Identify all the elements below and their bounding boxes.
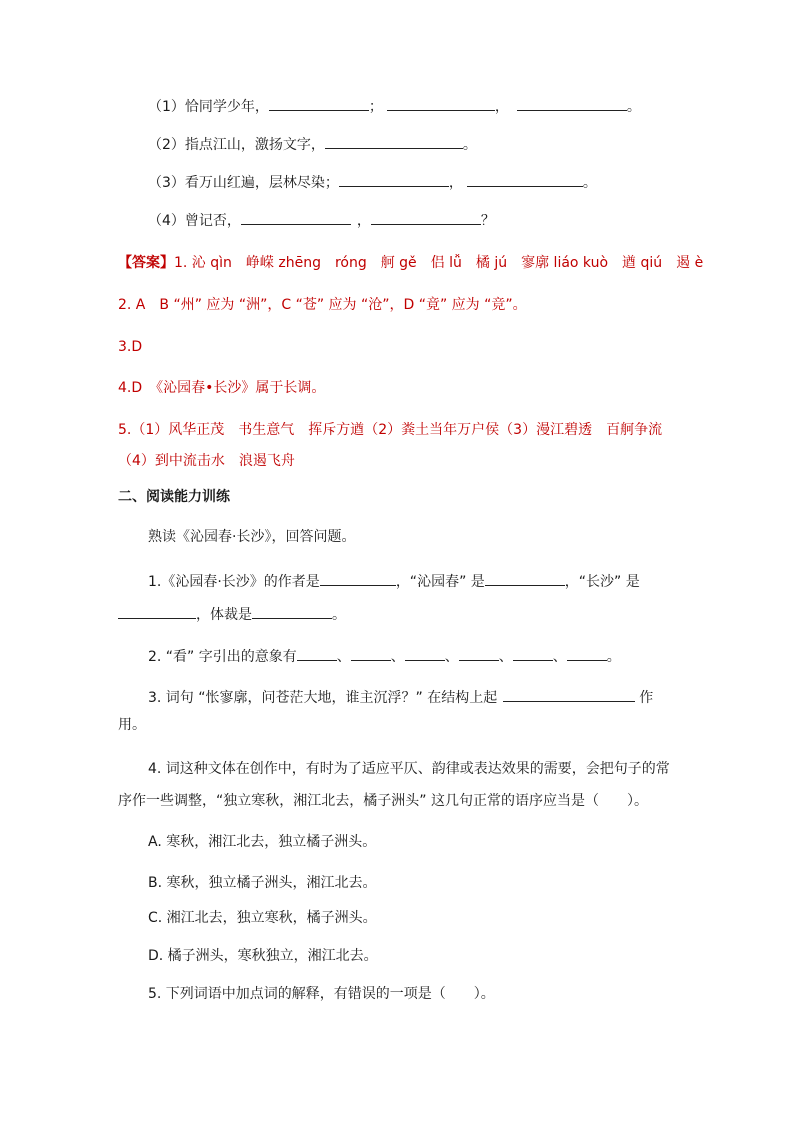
answer-line-5 bbox=[118, 420, 662, 440]
question-number: （3） bbox=[148, 175, 185, 191]
section-title: 二、阅读能力训练 bbox=[118, 489, 230, 505]
option-b[interactable]: B. 寒秋，独立橘子洲头，湘江北去。 bbox=[148, 875, 377, 891]
answer-blank[interactable] bbox=[503, 687, 635, 702]
fill-question-2: （2）指点江山，激扬文字， 。 bbox=[148, 134, 477, 155]
reading-question-1-cont: ，体裁是 。 bbox=[118, 604, 346, 625]
answer-line-1 bbox=[118, 253, 703, 273]
answer-blank[interactable] bbox=[567, 646, 607, 661]
question-number: （1） bbox=[148, 99, 185, 115]
answer-blank[interactable] bbox=[351, 646, 391, 661]
answer-blank[interactable] bbox=[387, 96, 495, 111]
answer-blank[interactable] bbox=[297, 646, 337, 661]
answer-blank[interactable] bbox=[485, 571, 565, 586]
option-c[interactable]: C. 湘江北去，独立寒秋，橘子洲头。 bbox=[148, 910, 377, 926]
question-text: 曾记否， bbox=[184, 213, 241, 229]
section-intro: 熟读《沁园春·长沙》，回答问题。 bbox=[148, 529, 356, 545]
answer-blank[interactable] bbox=[241, 210, 351, 225]
answer-tag: 【答案】 bbox=[118, 255, 174, 271]
answer-blank[interactable] bbox=[325, 134, 463, 149]
reading-question-4-cont: 序作一些调整，“独立寒秋，湘江北去，橘子洲头” 这几句正常的语序应当是（ ）。 bbox=[118, 793, 648, 809]
reading-question-5: 5. 下列词语中加点词的解释，有错误的一项是（ ）。 bbox=[148, 986, 495, 1002]
reading-question-1: 1.《沁园春·长沙》的作者是 ，“沁园春” 是 ，“长沙” 是 bbox=[148, 571, 640, 592]
reading-question-2: 2. “看” 字引出的意象有 、 、 、 、 、 。 bbox=[148, 646, 621, 667]
question-text: 恰同学少年， bbox=[184, 99, 269, 115]
reading-question-4: 4. 词这种文体在创作中，有时为了适应平仄、韵律或表达效果的需要，会把句子的常 bbox=[148, 761, 670, 777]
question-number: （2） bbox=[148, 137, 185, 153]
answer-blank[interactable] bbox=[371, 210, 481, 225]
answer-blank[interactable] bbox=[459, 646, 499, 661]
answer-text: 2. A B “州” 应为 “洲”，C “苍” 应为 “沧”，D “竟” 应为 “竞”。 bbox=[118, 297, 527, 313]
fill-question-1: （1）恰同学少年， ； ， 。 bbox=[148, 96, 641, 117]
question-text: 看万山红遍，层林尽染； bbox=[184, 175, 339, 191]
answer-text: 3.D bbox=[118, 339, 143, 355]
answer-line-4 bbox=[118, 378, 325, 398]
answer-blank[interactable] bbox=[405, 646, 445, 661]
answer-blank[interactable] bbox=[467, 172, 583, 187]
answer-line-2 bbox=[118, 295, 527, 315]
answer-text: （4）到中流击水 浪遏飞舟 bbox=[118, 453, 295, 469]
answer-blank[interactable] bbox=[320, 571, 396, 586]
answer-blank[interactable] bbox=[269, 96, 369, 111]
answer-line-5-cont bbox=[118, 451, 295, 471]
question-text: 指点江山，激扬文字， bbox=[184, 137, 325, 153]
reading-question-3: 3. 词句 “怅寥廓，问苍茫大地，谁主沉浮？” 在结构上起 作 bbox=[148, 687, 653, 708]
answer-blank[interactable] bbox=[339, 172, 449, 187]
fill-question-4: （4）曾记否， ， ？ bbox=[148, 210, 495, 231]
answer-blank[interactable] bbox=[517, 96, 627, 111]
answer-text: 4.D 《沁园春•长沙》属于长调。 bbox=[118, 380, 326, 396]
answer-text: 1. 沁 qìn 峥嵘 zhēng róng 舸 gě 侣 lǚ 橘 jú 寥廓 liáo kuò 遒 qiú 遏 è bbox=[174, 255, 704, 271]
fill-question-3: （3）看万山红遍，层林尽染； ， 。 bbox=[148, 172, 597, 193]
answer-blank[interactable] bbox=[252, 604, 332, 619]
reading-question-3-cont: 用。 bbox=[118, 717, 146, 733]
answer-text: 5.（1）风华正茂 书生意气 挥斥方遒（2）粪土当年万户侯（3）漫江碧透 百舸争流 bbox=[118, 422, 663, 438]
question-number: （4） bbox=[148, 213, 185, 229]
option-d[interactable]: D. 橘子洲头，寒秋独立，湘江北去。 bbox=[148, 948, 378, 964]
answer-blank[interactable] bbox=[513, 646, 553, 661]
answer-line-3 bbox=[118, 337, 142, 357]
option-a[interactable]: A. 寒秋，湘江北去，独立橘子洲头。 bbox=[148, 834, 377, 850]
answer-blank[interactable] bbox=[118, 604, 196, 619]
